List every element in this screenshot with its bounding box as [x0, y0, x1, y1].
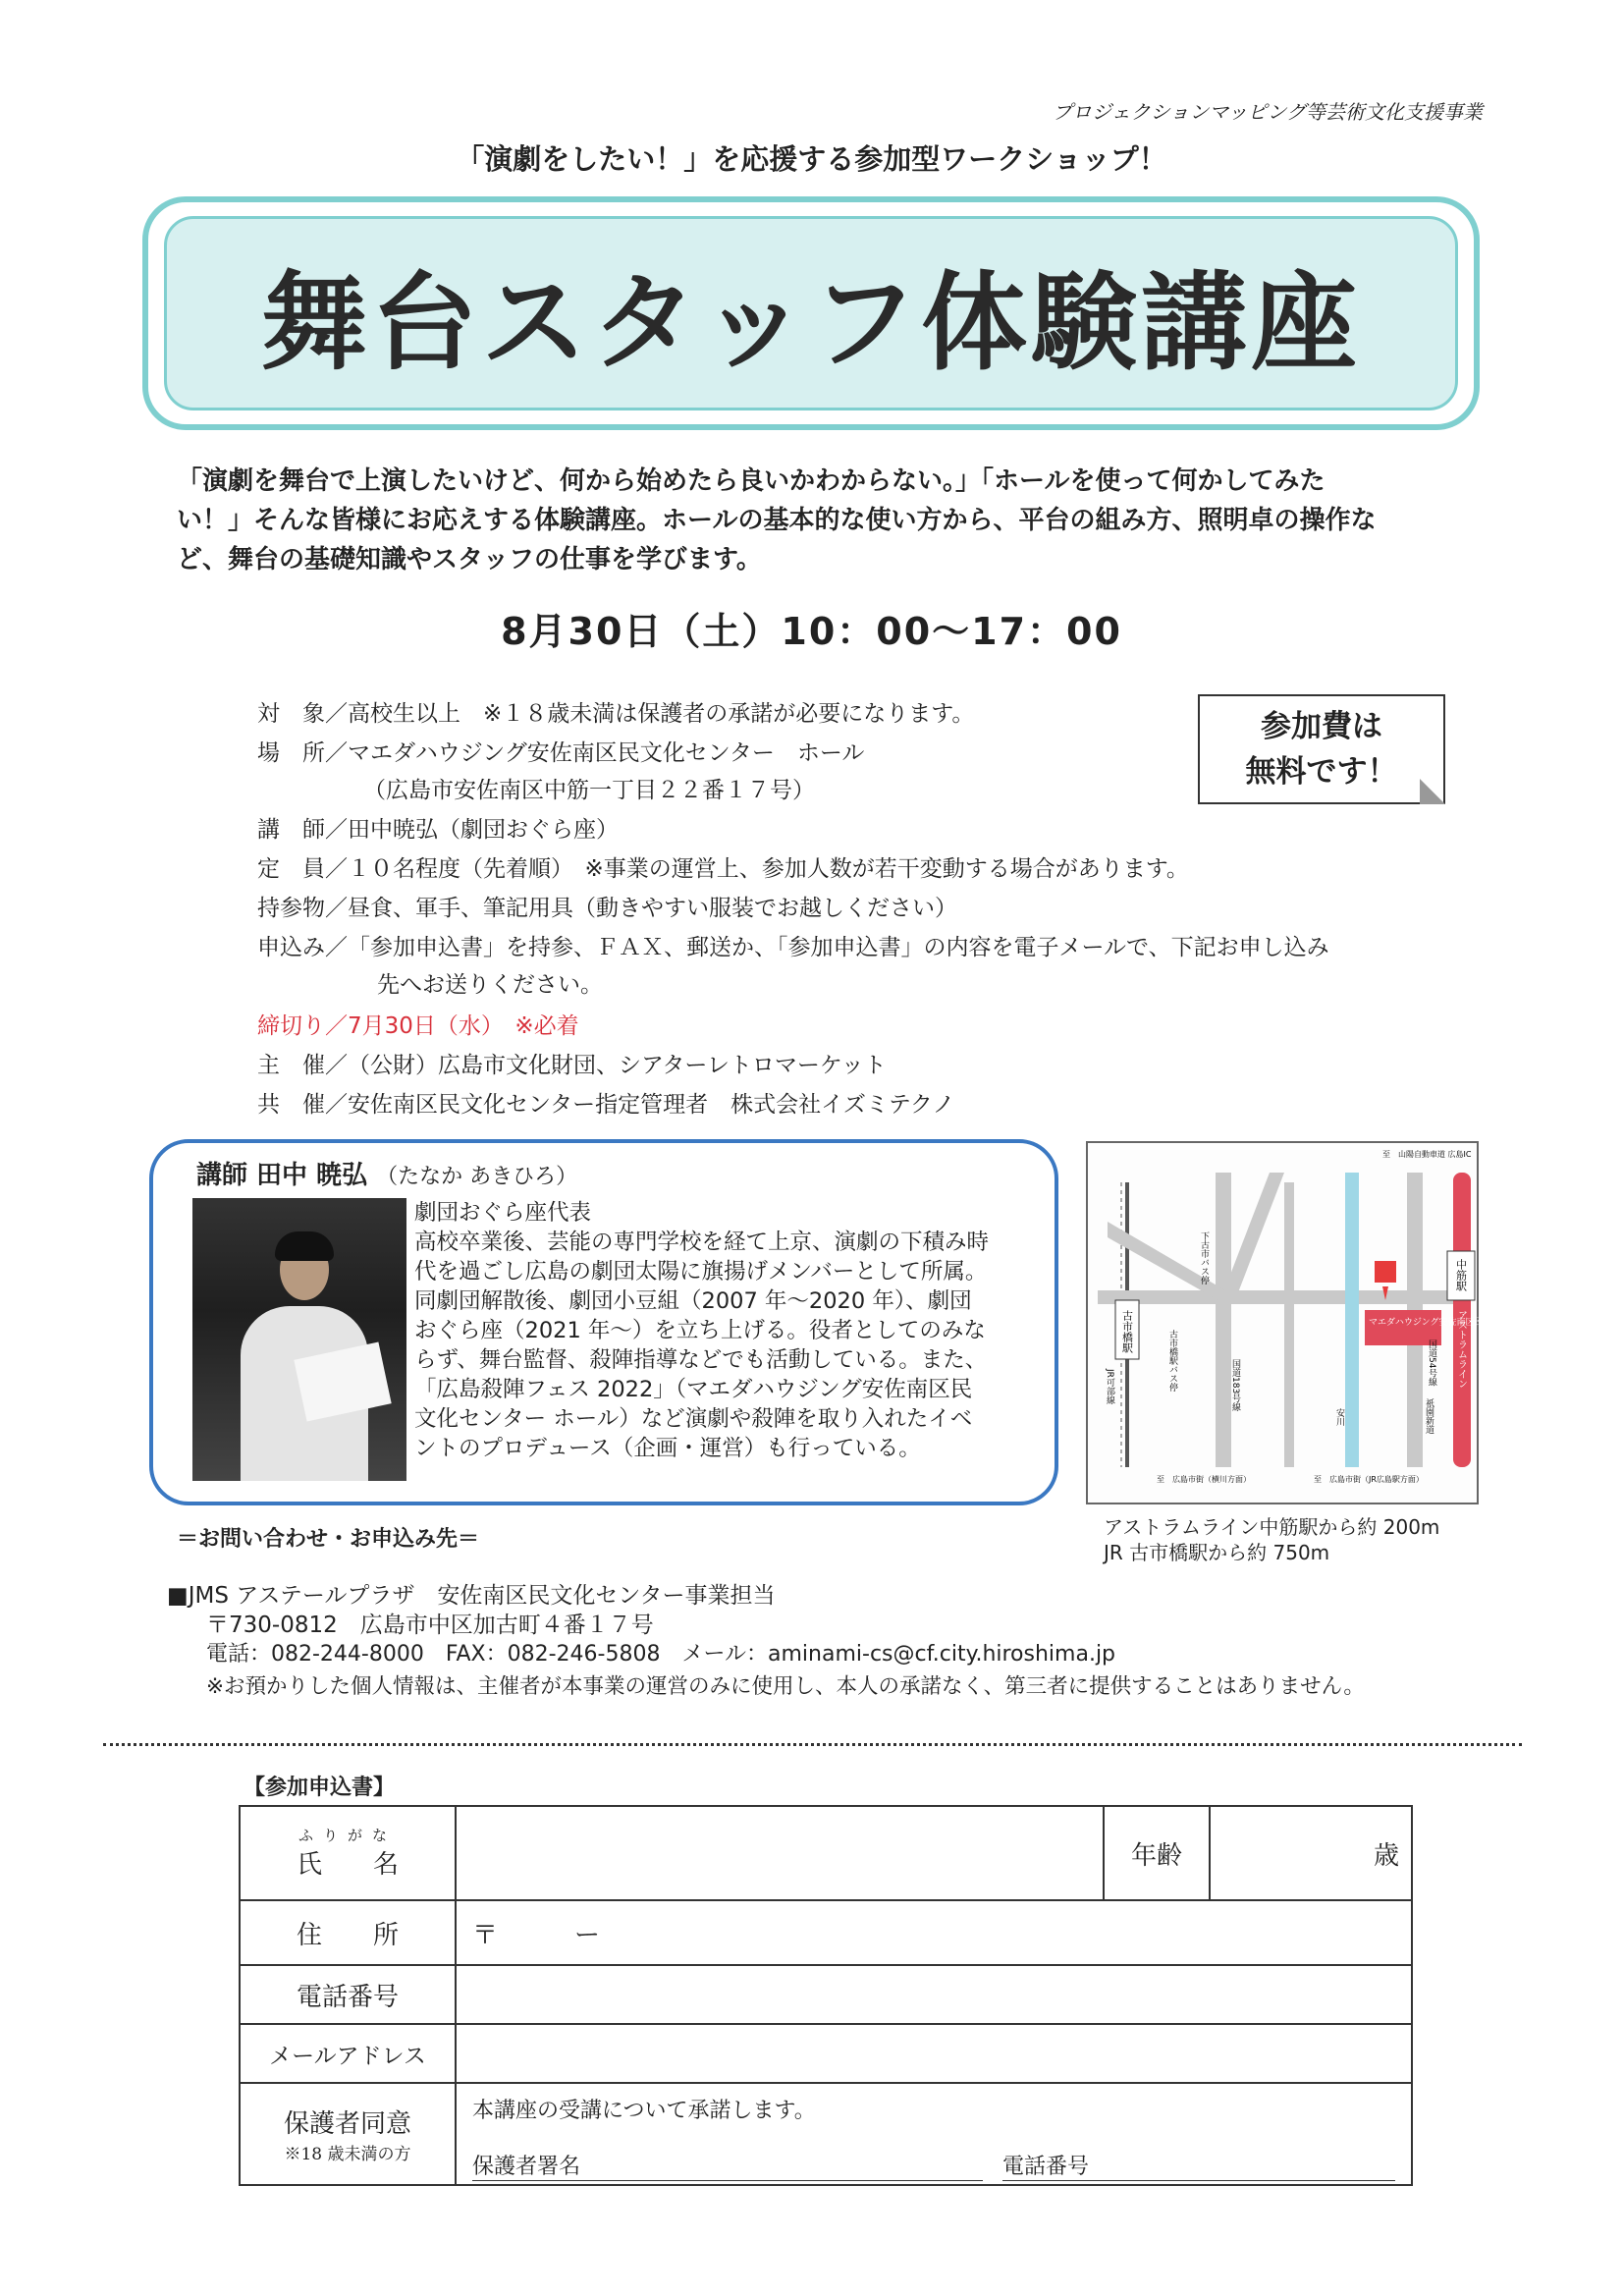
detail-venue: 場 所／マエダハウジング安佐南区民文化センター ホール	[257, 740, 865, 766]
bio-line: 高校卒業後、芸能の専門学校を経て上京、演劇の下積み時	[414, 1230, 990, 1255]
photo-figure-hair	[275, 1231, 334, 1261]
bio-line: 代を過ごし広島の劇団太陽に旗揚げメンバーとして所属。	[414, 1259, 988, 1285]
detail-apply: 申込み／「参加申込書」を持参、ＦＡＸ、郵送か、「参加申込書」の内容を電子メールで、下記お申し込み	[257, 935, 1329, 960]
map-road-183	[1216, 1173, 1231, 1467]
event-datetime: 8月30日（土）10：00〜17：00	[501, 610, 1122, 653]
detail-belongings: 持参物／昼食、軍手、筆記用具（動きやすい服装でお越しください）	[257, 896, 957, 921]
bio-line: らず、舞台監督、殺陣指導などでも活動している。また、	[414, 1347, 988, 1373]
detail-lecturer: 講 師／田中暁弘（劇団おぐら座）	[257, 817, 619, 843]
email-label: メールアドレス	[240, 2024, 456, 2083]
age-field[interactable]	[1210, 1806, 1412, 1900]
map-astram-label: アストラムライン	[1455, 1310, 1467, 1389]
intro-line: 「演劇を舞台で上演したいけど、何から始めたら良いかわからない。」「ホールを使って何かしてみた	[177, 466, 1325, 496]
badge-corner-fold	[1420, 779, 1445, 804]
form-title: 【参加申込書】	[243, 1776, 396, 1800]
phone-field[interactable]	[456, 1965, 1412, 2024]
map-label-gion: 祇園新道	[1424, 1398, 1434, 1434]
contact-org: ■JMS アステールプラザ 安佐南区民文化センター事業担当	[167, 1583, 776, 1609]
guardian-sign-label: 保護者署名	[472, 2155, 581, 2179]
bio-line: 劇団おぐら座代表	[414, 1200, 592, 1226]
map-river	[1345, 1173, 1359, 1467]
bio-line: 同劇団解散後、劇団小豆組（2007 年〜2020 年）、劇団	[414, 1288, 972, 1314]
name-field[interactable]	[456, 1806, 1104, 1900]
detail-venue-address: （広島市安佐南区中筋一丁目２２番１７号）	[363, 778, 815, 803]
free-badge	[1198, 694, 1445, 804]
detail-target: 対 象／高校生以上 ※１８歳未満は保護者の承諾が必要になります。	[257, 701, 975, 727]
map-label-furuichibashi-bus: 古市橋駅バス停	[1167, 1330, 1177, 1392]
map-drawing	[1088, 1143, 1537, 1506]
map-label-bottom-left: 至 広島市街（横川方面）	[1157, 1475, 1251, 1484]
map-label-top-right: 至 山陽自動車道 広島IC	[1382, 1150, 1472, 1159]
lecturer-bio	[414, 1198, 1043, 1463]
map-label-furuichi-bus: 下古市バス停	[1199, 1231, 1209, 1285]
address-field[interactable]	[456, 1900, 1412, 1965]
access-map	[1086, 1141, 1537, 1504]
bio-line: 「広島殺陣フェス 2022」（マエダハウジング安佐南区民	[414, 1377, 973, 1402]
address-label: 住 所	[240, 1900, 456, 1965]
map-label-route183: 国道183号線	[1230, 1359, 1240, 1412]
age-unit: 歳	[1373, 1840, 1399, 1871]
consent-text: 本講座の受講について承諾します。	[472, 2099, 816, 2123]
map-label-route54: 国道54号線	[1427, 1339, 1436, 1387]
intro-line: い！」そんな皆様にお応えする体験講座。ホールの基本的な使い方から、平台の組み方、照明卓の操作な	[177, 506, 1377, 535]
map-label-yasu: 安川	[1334, 1408, 1344, 1426]
map-venue-marker	[1375, 1261, 1396, 1283]
access-line: アストラムライン中筋駅から約 200m	[1104, 1515, 1440, 1539]
map-station-left: 古市橋駅	[1120, 1310, 1134, 1353]
detail-organizer: 主 催／（公財）広島市文化財団、シアターレトロマーケット	[257, 1053, 887, 1078]
guardian-consent-cell	[456, 2083, 1412, 2185]
bio-line: ントのプロデュース（企画・運営）も行っている。	[414, 1436, 921, 1461]
map-venue-label: マエダハウジング安佐南区民文化センター	[1369, 1318, 1537, 1328]
guardian-sign-row	[472, 2150, 1395, 2181]
guardian-phone-field[interactable]	[1002, 2150, 1395, 2181]
free-badge-line: 無料です！	[1245, 754, 1398, 790]
access-info	[1104, 1514, 1439, 1565]
guardian-label-cell	[240, 2083, 456, 2185]
access-line: JR 古市橋駅から約 750m	[1104, 1541, 1330, 1564]
guardian-phone-label: 電話番号	[1002, 2155, 1090, 2179]
age-label: 年齢	[1104, 1806, 1210, 1900]
free-badge-line: 参加費は	[1261, 709, 1382, 744]
detail-deadline: 締切り／7月30日（水） ※必着	[257, 1013, 579, 1039]
page-title: 舞台スタッフ体験講座	[260, 261, 1361, 385]
title-panel	[164, 216, 1458, 410]
map-road-inner	[1284, 1182, 1294, 1467]
contact-address: 〒730-0812 広島市中区加古町４番１７号	[206, 1613, 654, 1638]
guardian-note: ※18 歳未満の方	[284, 2145, 411, 2164]
bio-line: 文化センター ホール）など演劇や殺陣を取り入れたイベ	[414, 1406, 973, 1432]
guardian-label: 保護者同意	[283, 2109, 411, 2139]
map-station-right: 中筋駅	[1454, 1259, 1468, 1291]
map-label-bottom-right: 至 広島市街（JR広島駅方面）	[1314, 1475, 1424, 1484]
subtitle: 「演劇をしたい！」を応援する参加型ワークショップ！	[456, 142, 1167, 176]
project-caption: プロジェクションマッピング等芸術文化支援事業	[1053, 100, 1483, 124]
name-label-cell	[240, 1806, 456, 1900]
bio-line: おぐら座（2021 年〜）を立ち上げる。役者としてのみな	[414, 1318, 986, 1343]
name-label: 氏 名	[296, 1849, 399, 1880]
contact-block	[167, 1581, 1115, 1669]
contact-heading: ＝お問い合わせ・お申込み先＝	[177, 1527, 480, 1552]
lecturer-name: 講師 田中 暁弘	[196, 1161, 368, 1190]
furigana-label: ふりがな	[298, 1826, 397, 1844]
guardian-sign-field[interactable]	[472, 2150, 983, 2181]
privacy-note: ※お預かりした個人情報は、主催者が本事業の運営のみに使用し、本人の承諾なく、第三者に提供することはありません。	[206, 1674, 1365, 1699]
phone-label: 電話番号	[240, 1965, 456, 2024]
email-field[interactable]	[456, 2024, 1412, 2083]
detail-apply-cont: 先へお送りください。	[377, 972, 603, 998]
cut-line	[103, 1743, 1522, 1746]
detail-co-organizer: 共 催／安佐南区民文化センター指定管理者 株式会社イズミテクノ	[257, 1092, 955, 1118]
application-form	[239, 1805, 1413, 2186]
intro-line: ど、舞台の基礎知識やスタッフの仕事を学びます。	[177, 545, 762, 574]
contact-phone: 電話：082-244-8000 FAX：082-246-5808 メール：aminami-cs@cf.city.hiroshima.jp	[206, 1642, 1116, 1667]
lecturer-heading	[196, 1155, 577, 1191]
map-label-jr: JR可部線	[1105, 1369, 1114, 1404]
intro-text	[177, 462, 1463, 579]
detail-capacity: 定 員／１０名程度（先着順） ※事業の運営上、参加人数が若干変動する場合があります。	[257, 856, 1189, 882]
postal-mark: 〒 ー	[472, 1920, 601, 1950]
lecturer-reading: （たなか あきひろ）	[376, 1165, 578, 1189]
